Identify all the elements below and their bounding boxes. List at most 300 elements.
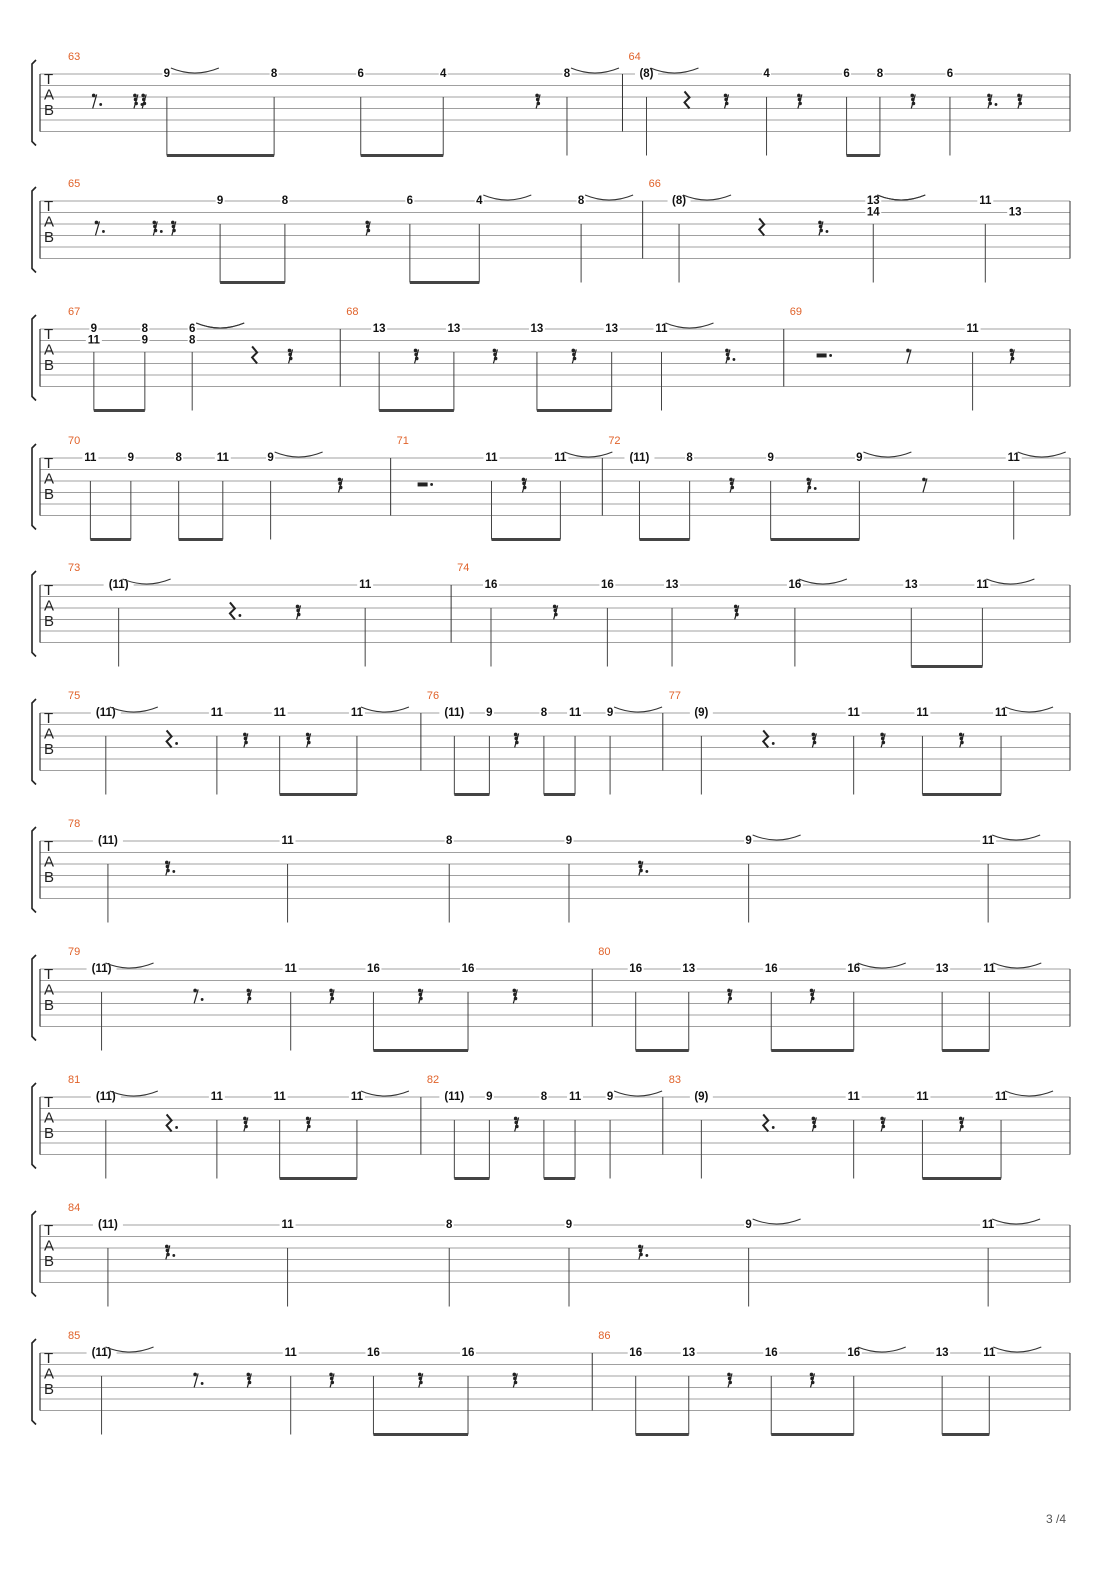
rest-flag <box>882 1125 886 1129</box>
rest-flag <box>725 102 729 106</box>
rest-flag <box>514 1121 518 1125</box>
quarter-rest <box>230 602 235 619</box>
measure-number: 73 <box>68 562 81 574</box>
tab-clef-letter: A <box>44 1365 55 1383</box>
fret-number: 16 <box>367 1347 380 1359</box>
measure <box>340 306 735 411</box>
tab-clef-letter: T <box>44 1094 54 1111</box>
rest-flag <box>882 741 886 745</box>
rest-flag <box>330 1377 334 1381</box>
fret-number: (8) <box>672 195 687 207</box>
tie-arc <box>1018 452 1066 457</box>
measure-number: 86 <box>598 1330 611 1342</box>
rest-flag <box>514 737 518 741</box>
fret-number: 11 <box>847 1091 860 1103</box>
tab-clef-letter: A <box>44 470 55 488</box>
dot <box>645 870 648 873</box>
fret-number: 8 <box>577 195 585 207</box>
dot <box>829 354 832 357</box>
rest-flag <box>912 102 916 106</box>
fret-number: 8 <box>540 1091 548 1103</box>
fret-number: 9 <box>486 1091 493 1103</box>
rest-flag <box>960 741 964 745</box>
measure-number: 64 <box>628 51 641 63</box>
fret-number: 13 <box>447 323 461 335</box>
rest-flag <box>573 357 577 361</box>
rest-flag <box>638 1245 642 1249</box>
rest-flag <box>811 1381 815 1385</box>
rest-flag <box>724 94 728 98</box>
fret-number: 13 <box>1008 206 1022 219</box>
fret-number: 11 <box>983 963 996 975</box>
fret-number: 9 <box>216 195 224 207</box>
rest-flag <box>513 989 517 993</box>
fret-number: 4 <box>763 68 770 80</box>
tie-arc <box>753 1219 801 1224</box>
tie-arc <box>275 452 323 457</box>
fret-number: 13 <box>372 323 386 335</box>
fret-number: (11) <box>98 835 118 847</box>
rest-flag <box>522 482 526 486</box>
fret-number: 16 <box>629 1347 643 1359</box>
fret-number: 11 <box>982 1219 995 1231</box>
rest-flag <box>819 225 823 229</box>
fret-number: 11 <box>273 1091 286 1103</box>
fret-number: 11 <box>916 1091 929 1103</box>
fret-number: 9 <box>745 835 752 847</box>
measure-number: 63 <box>68 51 81 63</box>
rest-flag <box>881 737 885 741</box>
rest-flag <box>1018 102 1022 106</box>
rest-flag <box>727 989 731 993</box>
rest-flag <box>244 1125 248 1129</box>
rest-flag <box>880 1117 884 1121</box>
fret-number: 9 <box>127 452 135 464</box>
rest-flag <box>166 1249 170 1253</box>
fret-number: 6 <box>406 195 414 207</box>
fret-number: (9) <box>694 707 709 719</box>
rest-flag <box>307 1125 311 1129</box>
measure <box>421 690 662 795</box>
fret-number: 8 <box>446 1219 453 1231</box>
rest-flag <box>726 357 730 361</box>
dot <box>645 1254 648 1257</box>
fret-number: 16 <box>788 579 802 591</box>
rest-flag <box>166 1253 170 1257</box>
rest-flag <box>798 98 802 102</box>
quarter-rest <box>167 730 172 747</box>
fret-number: 6 <box>357 68 364 80</box>
tab-clef-letter: B <box>44 102 55 119</box>
rest-flag <box>247 993 251 997</box>
tab-clef-letter: B <box>44 1381 55 1398</box>
dot <box>160 230 163 233</box>
rest-flag <box>960 1125 964 1129</box>
tie-arc <box>196 323 244 328</box>
dot <box>826 230 829 233</box>
fret-number: 11 <box>350 1091 364 1103</box>
tab-clef-letter: A <box>44 725 55 743</box>
measure <box>68 1202 1040 1307</box>
measure-number: 79 <box>68 946 81 958</box>
measure <box>68 306 293 411</box>
tab-clef-letter: B <box>44 357 55 374</box>
fret-number: 13 <box>605 323 619 335</box>
rest-flag <box>172 229 176 233</box>
dot <box>772 1126 775 1129</box>
tab-clef-letter: T <box>44 1350 54 1367</box>
measure-number: 80 <box>598 946 611 958</box>
rest-flag <box>289 357 293 361</box>
system-bracket <box>32 315 36 401</box>
tie-arc <box>665 323 713 328</box>
rest-flag <box>307 741 311 745</box>
rest-flag <box>988 102 992 106</box>
rest-flag <box>812 733 816 737</box>
tab-system <box>32 818 1070 923</box>
fret-number: 16 <box>461 1347 475 1359</box>
fret-number: (11) <box>444 707 465 719</box>
rest-flag <box>572 353 576 357</box>
fret-number: 11 <box>1007 452 1020 464</box>
rest-flag <box>153 225 157 229</box>
tab-system <box>32 51 1070 156</box>
rest-flag <box>728 997 732 1001</box>
dot <box>733 358 736 361</box>
measure <box>451 562 1034 667</box>
tie-arc <box>361 707 409 712</box>
quarter-rest <box>763 1114 768 1131</box>
rest-flag <box>639 869 643 873</box>
fret-number: 9 <box>767 452 774 464</box>
rest-flag <box>306 733 310 737</box>
measure-number: 69 <box>789 306 803 318</box>
measure-number: 81 <box>68 1074 81 1086</box>
rest-flag <box>339 486 343 490</box>
measure <box>622 51 1022 156</box>
rest-flag <box>415 357 419 361</box>
fret-number: (11) <box>95 1091 116 1103</box>
rest-flag <box>988 98 992 102</box>
tie-arc <box>877 195 925 200</box>
rest-flag <box>554 613 558 617</box>
rest-flag <box>728 1377 732 1381</box>
tie-arc <box>1005 707 1053 712</box>
tab-clef-letter: A <box>44 213 55 231</box>
measure-number: 71 <box>396 435 409 447</box>
fret-number: 11 <box>281 835 294 847</box>
dot <box>201 1382 204 1385</box>
measure-number: 75 <box>68 690 81 702</box>
rest-flag <box>338 478 342 482</box>
rest-flag <box>536 98 540 102</box>
fret-number: 11 <box>210 707 223 719</box>
measure <box>68 51 619 156</box>
dot <box>201 998 204 1001</box>
rest-flag <box>329 989 333 993</box>
tab-clef-letter: B <box>44 741 55 758</box>
rest-flag <box>366 225 370 229</box>
measure-number: 68 <box>346 306 359 318</box>
fret-number: (11) <box>444 1091 465 1103</box>
tab-clef-letter: T <box>44 71 54 88</box>
page-number: 3 /4 <box>1045 1512 1066 1526</box>
rest-flag <box>553 609 557 613</box>
measure-number: 78 <box>68 818 81 830</box>
tab-clef-letter: A <box>44 853 55 871</box>
fret-number: 6 <box>946 68 954 80</box>
rest-flag <box>154 229 158 233</box>
rest-flag <box>514 1381 518 1385</box>
system-bracket <box>32 1083 36 1169</box>
rest-flag <box>734 605 738 609</box>
tab-clef-letter: T <box>44 455 54 472</box>
dot <box>102 230 105 233</box>
rest-flag <box>523 486 527 490</box>
rest-flag <box>812 1121 816 1125</box>
measure-number: 82 <box>426 1074 440 1086</box>
fret-number: 16 <box>764 963 778 975</box>
half-rest <box>418 482 428 486</box>
rest-flag <box>247 1373 251 1377</box>
rest-flag <box>172 225 176 229</box>
fret-number: 11 <box>273 707 286 719</box>
fret-number: 11 <box>568 707 582 719</box>
fret-number: 9 <box>267 452 274 464</box>
system-bracket <box>32 1339 36 1425</box>
rest-flag <box>537 102 541 106</box>
system-bracket <box>32 571 36 657</box>
measure <box>68 690 409 795</box>
rest-flag <box>143 102 147 106</box>
tab-clef-letter: B <box>44 997 55 1014</box>
rest-flag <box>922 478 926 482</box>
rest-flag <box>730 486 734 490</box>
fret-number: 11 <box>554 452 567 464</box>
rest-flag <box>418 1373 422 1377</box>
rest-flag <box>244 737 248 741</box>
rest-flag <box>166 865 170 869</box>
rest-flag <box>881 1121 885 1125</box>
fret-number: 8 <box>175 452 182 464</box>
dot <box>430 483 433 486</box>
tab-clef-letter: A <box>44 1109 55 1127</box>
fret-number: 9 <box>856 452 863 464</box>
rest-flag <box>306 737 310 741</box>
fret-number: 11 <box>87 334 100 347</box>
rest-flag <box>514 997 518 1001</box>
fret-number: (11) <box>629 452 650 464</box>
rest-flag <box>247 989 251 993</box>
tab-system <box>32 306 1070 411</box>
measure <box>68 562 373 667</box>
fret-number: 8 <box>188 334 196 347</box>
rest-flag <box>810 1377 814 1381</box>
tie-arc <box>858 1347 906 1352</box>
rest-flag <box>515 1125 519 1129</box>
rest-flag <box>134 98 138 102</box>
rest-flag <box>297 613 301 617</box>
fret-number: (11) <box>91 1347 112 1359</box>
rest-flag <box>535 94 539 98</box>
rest-flag <box>419 997 423 1001</box>
fret-number: 16 <box>484 579 498 591</box>
measure-number: 67 <box>68 306 81 318</box>
measure <box>68 178 633 283</box>
tab-clef-letter: A <box>44 341 55 359</box>
measure <box>663 690 1053 795</box>
rest-flag <box>727 1373 731 1377</box>
measure <box>784 306 1015 411</box>
measure <box>663 1074 1053 1179</box>
fret-number: 13 <box>682 963 696 975</box>
fret-number: 9 <box>606 1091 614 1103</box>
fret-number: 11 <box>359 579 372 591</box>
fret-number: (11) <box>95 707 116 719</box>
fret-number: 11 <box>568 1091 582 1103</box>
fret-number: 9 <box>565 1219 573 1231</box>
fret-number: (9) <box>694 1091 709 1103</box>
system-bracket <box>32 444 36 530</box>
tie-arc <box>799 579 847 584</box>
rest-flag <box>248 1381 252 1385</box>
system-bracket <box>32 1211 36 1297</box>
tie-arc <box>483 195 531 200</box>
rest-flag <box>1010 349 1014 353</box>
tie-arc <box>361 1091 409 1096</box>
quarter-rest <box>252 346 257 363</box>
tab-clef-letter: B <box>44 869 55 886</box>
rest-flag <box>92 94 96 98</box>
rest-flag <box>639 865 643 869</box>
measure-number: 72 <box>608 435 621 447</box>
rest-flag <box>813 1125 817 1129</box>
rest-flag <box>418 989 422 993</box>
rest-flag <box>330 997 334 1001</box>
tab-clef-letter: A <box>44 981 55 999</box>
rest-flag <box>419 1377 423 1381</box>
rest-flag <box>639 1253 643 1257</box>
measure-number: 70 <box>68 435 81 447</box>
tab-system <box>32 690 1070 795</box>
rest-flag <box>1011 357 1015 361</box>
rest-flag <box>725 349 729 353</box>
rest-flag <box>806 478 810 482</box>
fret-number: 11 <box>982 835 995 847</box>
rest-flag <box>810 1373 814 1377</box>
rest-flag <box>165 861 169 865</box>
system-bracket <box>32 955 36 1041</box>
dot <box>814 487 817 490</box>
rest-flag <box>338 482 342 486</box>
fret-number: 6 <box>843 68 850 80</box>
rest-flag <box>818 221 822 225</box>
rest-flag <box>141 94 145 98</box>
rest-flag <box>514 733 518 737</box>
measure-number: 74 <box>457 562 470 574</box>
rest-flag <box>515 741 519 745</box>
system-bracket <box>32 187 36 273</box>
tab-clef-letter: B <box>44 229 55 246</box>
fret-number: 8 <box>446 835 453 847</box>
rest-flag <box>724 98 728 102</box>
rest-flag <box>880 733 884 737</box>
tie-arc <box>614 1091 662 1096</box>
measure <box>68 1330 517 1435</box>
fret-number: 9 <box>141 334 149 347</box>
fret-number: (8) <box>639 68 654 80</box>
rest-flag <box>419 1381 423 1385</box>
rest-flag <box>193 989 197 993</box>
rest-flag <box>812 1117 816 1121</box>
rest-flag <box>959 733 963 737</box>
tab-clef-letter: T <box>44 838 54 855</box>
rest-flag <box>493 353 497 357</box>
rest-flag <box>288 349 292 353</box>
rest-flag <box>735 613 739 617</box>
fret-number: 11 <box>485 452 498 464</box>
tie-arc <box>753 835 801 840</box>
rest-flag <box>171 221 175 225</box>
rest-flag <box>193 1373 197 1377</box>
fret-number: 11 <box>216 452 229 464</box>
tab-system <box>32 1202 1070 1307</box>
rest-flag <box>247 1377 251 1381</box>
tie-arc <box>863 452 911 457</box>
measure-number: 77 <box>668 690 682 702</box>
rest-flag <box>244 1121 248 1125</box>
measure-number: 85 <box>68 1330 81 1342</box>
rest-flag <box>734 609 738 613</box>
fret-number: 13 <box>682 1347 696 1359</box>
rest-flag <box>306 1117 310 1121</box>
fret-number: 6 <box>188 323 196 335</box>
quarter-rest <box>685 91 690 108</box>
rest-flag <box>906 349 910 353</box>
measure <box>391 435 613 540</box>
rest-flag <box>728 1381 732 1385</box>
rest-flag <box>729 478 733 482</box>
fret-number: 16 <box>764 1347 778 1359</box>
system-bracket <box>32 699 36 785</box>
rest-flag <box>730 482 734 486</box>
fret-number: 8 <box>686 452 693 464</box>
tab-system <box>32 435 1070 540</box>
tab-clef-letter: T <box>44 582 54 599</box>
rest-flag <box>414 353 418 357</box>
tie-arc <box>614 707 662 712</box>
rest-flag <box>910 94 914 98</box>
rest-flag <box>142 98 146 102</box>
measure <box>592 946 1041 1051</box>
tab-system <box>32 1330 1070 1435</box>
fret-number: 11 <box>976 579 989 591</box>
rest-flag <box>553 605 557 609</box>
rest-flag <box>248 997 252 1001</box>
tab-clef-letter: A <box>44 597 55 615</box>
dot <box>239 614 242 617</box>
rest-flag <box>810 993 814 997</box>
quarter-rest <box>759 218 764 235</box>
fret-number: 13 <box>935 1347 949 1359</box>
tab-clef-letter: A <box>44 1237 55 1255</box>
rest-flag <box>807 482 811 486</box>
fret-number: 11 <box>84 452 97 464</box>
fret-number: 11 <box>284 1347 297 1359</box>
fret-number: 13 <box>904 579 918 591</box>
rest-flag <box>165 1245 169 1249</box>
tab-clef-letter: T <box>44 710 54 727</box>
